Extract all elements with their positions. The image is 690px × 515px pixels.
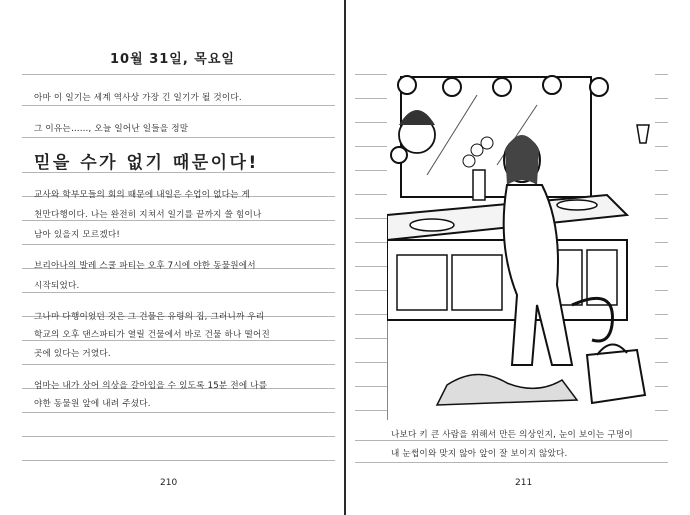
diary-line: 학교의 오후 댄스파티가 열릴 건물에서 바로 건물 하나 떨어진 — [34, 330, 270, 340]
caption-line: 내 눈썹이와 맞지 않아 앞이 잘 보이지 않았다. — [391, 449, 568, 459]
diary-line: 그 이유는……, 오늘 일어난 일들을 정말 — [34, 124, 189, 134]
diary-line: 아마 이 일기는 세계 역사상 가장 긴 일기가 될 것이다. — [34, 93, 242, 103]
diary-line: 교사와 학부모들의 회의 때문에 내일은 수업이 없다는 게 — [34, 190, 251, 200]
caption-line: 나보다 키 큰 사람을 위해서 만든 의상인지, 눈이 보이는 구멍이 — [391, 430, 633, 440]
diary-line: 시작되었다. — [34, 281, 80, 291]
emphasis-line: 믿을 수가 없기 때문이다! — [34, 153, 259, 173]
page-number-left: 210 — [160, 478, 178, 488]
diary-line: 야한 동물원 앞에 내려 주셨다. — [34, 399, 151, 409]
diary-line: 엄마는 내가 상어 의상을 갈아입을 수 있도록 15분 전에 나를 — [34, 381, 268, 391]
right-page — [345, 0, 690, 515]
diary-line: 천만다행이다. 나는 완전히 지쳐서 일기를 끝까지 쓸 힘이나 — [34, 210, 262, 220]
page-number-right: 211 — [515, 478, 533, 488]
dressing-room-mirror-illustration — [387, 65, 655, 420]
date-heading: 10월 31일, 목요일 — [110, 52, 235, 67]
diary-line: 곳에 있다는 거였다. — [34, 349, 111, 359]
diary-line: 그나마 다행이었던 것은 그 건물은 유령의 집, 그러니까 우리 — [34, 312, 265, 322]
diary-line: 브리아나의 발레 스쿨 파티는 오후 7시에 야한 동물원에서 — [34, 261, 256, 271]
diary-line: 남아 있을지 모르겠다! — [34, 230, 121, 240]
